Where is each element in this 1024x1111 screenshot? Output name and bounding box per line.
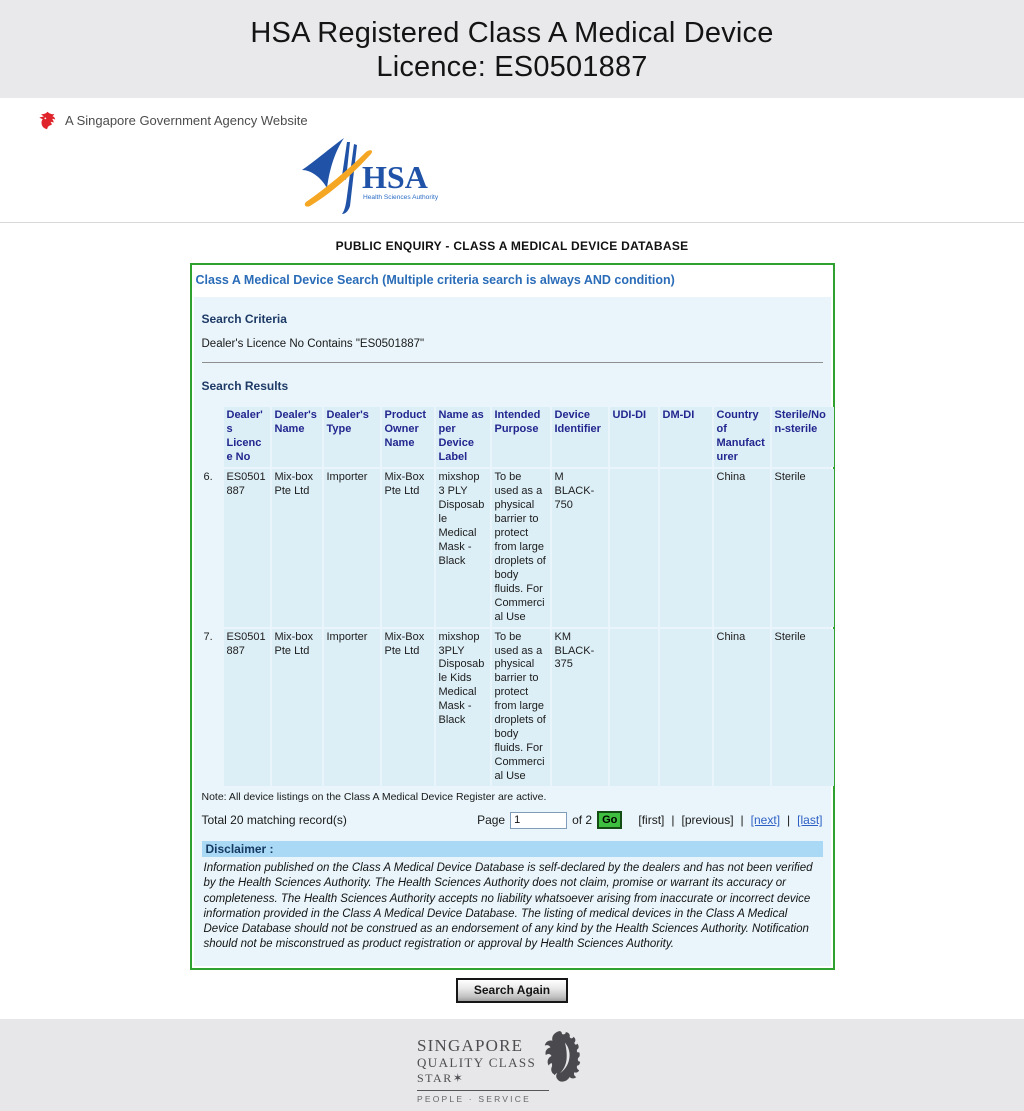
search-criteria-text: Dealer's Licence No Contains "ES0501887" — [201, 338, 425, 350]
cell-device-label: mixshop 3 PLY Disposable Medical Mask - Black — [436, 469, 490, 627]
disclaimer-body: Information published on the Class A Medical Device Database is self-declared by the dealers and has not been verified by the Health Sciences Authority. The Health Sciences Authority does not claim, promise or warrant its accuracy or completeness. The Health Sciences Authority accepts no liability whatsoever arising from inaccurate or incorrect device information provided in the Class A Medical Device Database. The listing of medical devices in the Class A Medical Device Database should not be construed as an endorsement of any kind by the Health Sciences Authority. Notification should not be misconstrued as product registration or approval by Health Sciences Authority. — [203, 862, 813, 951]
search-panel-body — [194, 297, 831, 966]
col-header-country-of-manufacturer: Country of Manufacturer — [714, 407, 770, 467]
pager-controls — [477, 811, 822, 829]
footer — [0, 1019, 1024, 1111]
public-enquiry-heading: PUBLIC ENQUIRY - CLASS A MEDICAL DEVICE DATABASE — [335, 239, 689, 253]
page-number-input[interactable] — [510, 812, 567, 829]
pagination-separator: | — [740, 813, 744, 828]
col-header-sterile-non-sterile: Sterile/Non-sterile — [772, 407, 834, 467]
search-criteria-heading: Search Criteria — [201, 312, 287, 326]
col-header-device-identifier: Device Identifier — [552, 407, 608, 467]
hsa-logo — [300, 136, 460, 218]
col-header-dealers-name: Dealer's Name — [272, 407, 322, 467]
gov-agency-label: A Singapore Government Agency Website — [65, 113, 308, 128]
pagination-previous: [previous] — [681, 813, 734, 828]
hsa-subtext: Health Sciences Authority — [363, 194, 439, 201]
cell-dm-di — [660, 629, 712, 787]
cell-dealer-name: Mix-box Pte Ltd — [272, 629, 322, 787]
main-content — [0, 223, 1024, 1019]
row-number: 7. — [203, 630, 213, 643]
cell-product-owner: Mix-Box Pte Ltd — [382, 629, 434, 787]
cell-licence: ES0501887 — [224, 629, 270, 787]
cell-device-label: mixshop 3PLY Disposable Kids Medical Mask - Black — [436, 629, 490, 787]
pagination-row — [202, 811, 823, 829]
cell-device-identifier: M BLACK-750 — [552, 469, 608, 627]
pagination-separator: | — [787, 813, 791, 828]
pagination-next-link[interactable]: [next] — [750, 813, 781, 828]
quality-class-lion-icon — [540, 1029, 582, 1088]
cell-licence: ES0501887 — [224, 469, 270, 627]
cell-dealer-name: Mix-box Pte Ltd — [272, 469, 322, 627]
search-results-heading: Search Results — [201, 379, 289, 393]
total-records-text: Total 20 matching record(s) — [201, 813, 347, 828]
col-header-intended-purpose: Intended Purpose — [492, 407, 550, 467]
gov-agency-bar — [0, 98, 1024, 136]
cell-product-owner: Mix-Box Pte Ltd — [382, 469, 434, 627]
cell-sterile: Sterile — [772, 469, 834, 627]
singapore-quality-class-logo — [417, 1029, 607, 1104]
table-header-row — [204, 407, 834, 467]
col-header-product-owner-name: Product Owner Name — [382, 407, 434, 467]
cell-sterile: Sterile — [772, 629, 834, 787]
cell-country: China — [714, 629, 770, 787]
search-panel-title: Class A Medical Device Search (Multiple criteria search is always AND condition) — [194, 267, 831, 297]
sqc-line1: SINGAPORE — [417, 1036, 524, 1056]
sqc-line2: QUALITY CLASS — [417, 1055, 537, 1071]
cell-udi-di — [610, 629, 658, 787]
sqc-tagline: PEOPLE · SERVICE — [417, 1094, 531, 1105]
cell-dm-di — [660, 469, 712, 627]
page-title-line2: Licence: ES0501887 — [376, 51, 648, 83]
col-header-dealers-type: Dealer's Type — [324, 407, 380, 467]
active-listings-note: Note: All device listings on the Class A Medical Device Register are active. — [201, 791, 547, 804]
page-label: Page — [477, 813, 506, 828]
cell-udi-di — [610, 469, 658, 627]
pagination-last-link[interactable]: [last] — [797, 813, 823, 828]
go-button[interactable]: Go — [597, 811, 622, 829]
sqc-line3: STAR✶ — [417, 1070, 465, 1085]
results-table — [202, 405, 836, 788]
hsa-acronym: HSA — [362, 159, 428, 195]
cell-dealer-type: Importer — [324, 629, 380, 787]
cell-intended-purpose: To be used as a physical barrier to protect from large droplets of body fluids. For Commercial Use — [492, 469, 550, 627]
hsa-sail-icon — [300, 136, 460, 218]
table-row — [204, 469, 834, 627]
cell-dealer-type: Importer — [324, 469, 380, 627]
search-again-row — [0, 978, 1024, 1003]
title-banner — [0, 0, 1024, 98]
cell-country: China — [714, 469, 770, 627]
cell-intended-purpose: To be used as a physical barrier to protect from large droplets of body fluids. For Commercial Use — [492, 629, 550, 787]
sqc-divider — [417, 1090, 549, 1091]
pagination-first: [first] — [638, 813, 665, 828]
cell-device-identifier: KM BLACK-375 — [552, 629, 608, 787]
row-number-header — [204, 407, 222, 467]
pagination-separator: | — [671, 813, 675, 828]
row-number: 6. — [203, 470, 213, 483]
col-header-dm-di: DM-DI — [660, 407, 712, 467]
col-header-dealers-licence-no: Dealer's Licence No — [224, 407, 270, 467]
page-title-line1: HSA Registered Class A Medical Device — [250, 17, 774, 49]
search-again-button[interactable]: Search Again — [456, 978, 568, 1003]
col-header-udi-di: UDI-DI — [610, 407, 658, 467]
table-row — [204, 629, 834, 787]
disclaimer-heading: Disclaimer : — [202, 841, 823, 857]
criteria-divider — [202, 362, 823, 363]
of-pages-text: of 2 — [572, 813, 593, 828]
merlion-icon — [38, 111, 57, 130]
col-header-name-as-per-device-label: Name as per Device Label — [436, 407, 490, 467]
search-result-box — [190, 263, 835, 970]
site-header — [0, 98, 1024, 223]
